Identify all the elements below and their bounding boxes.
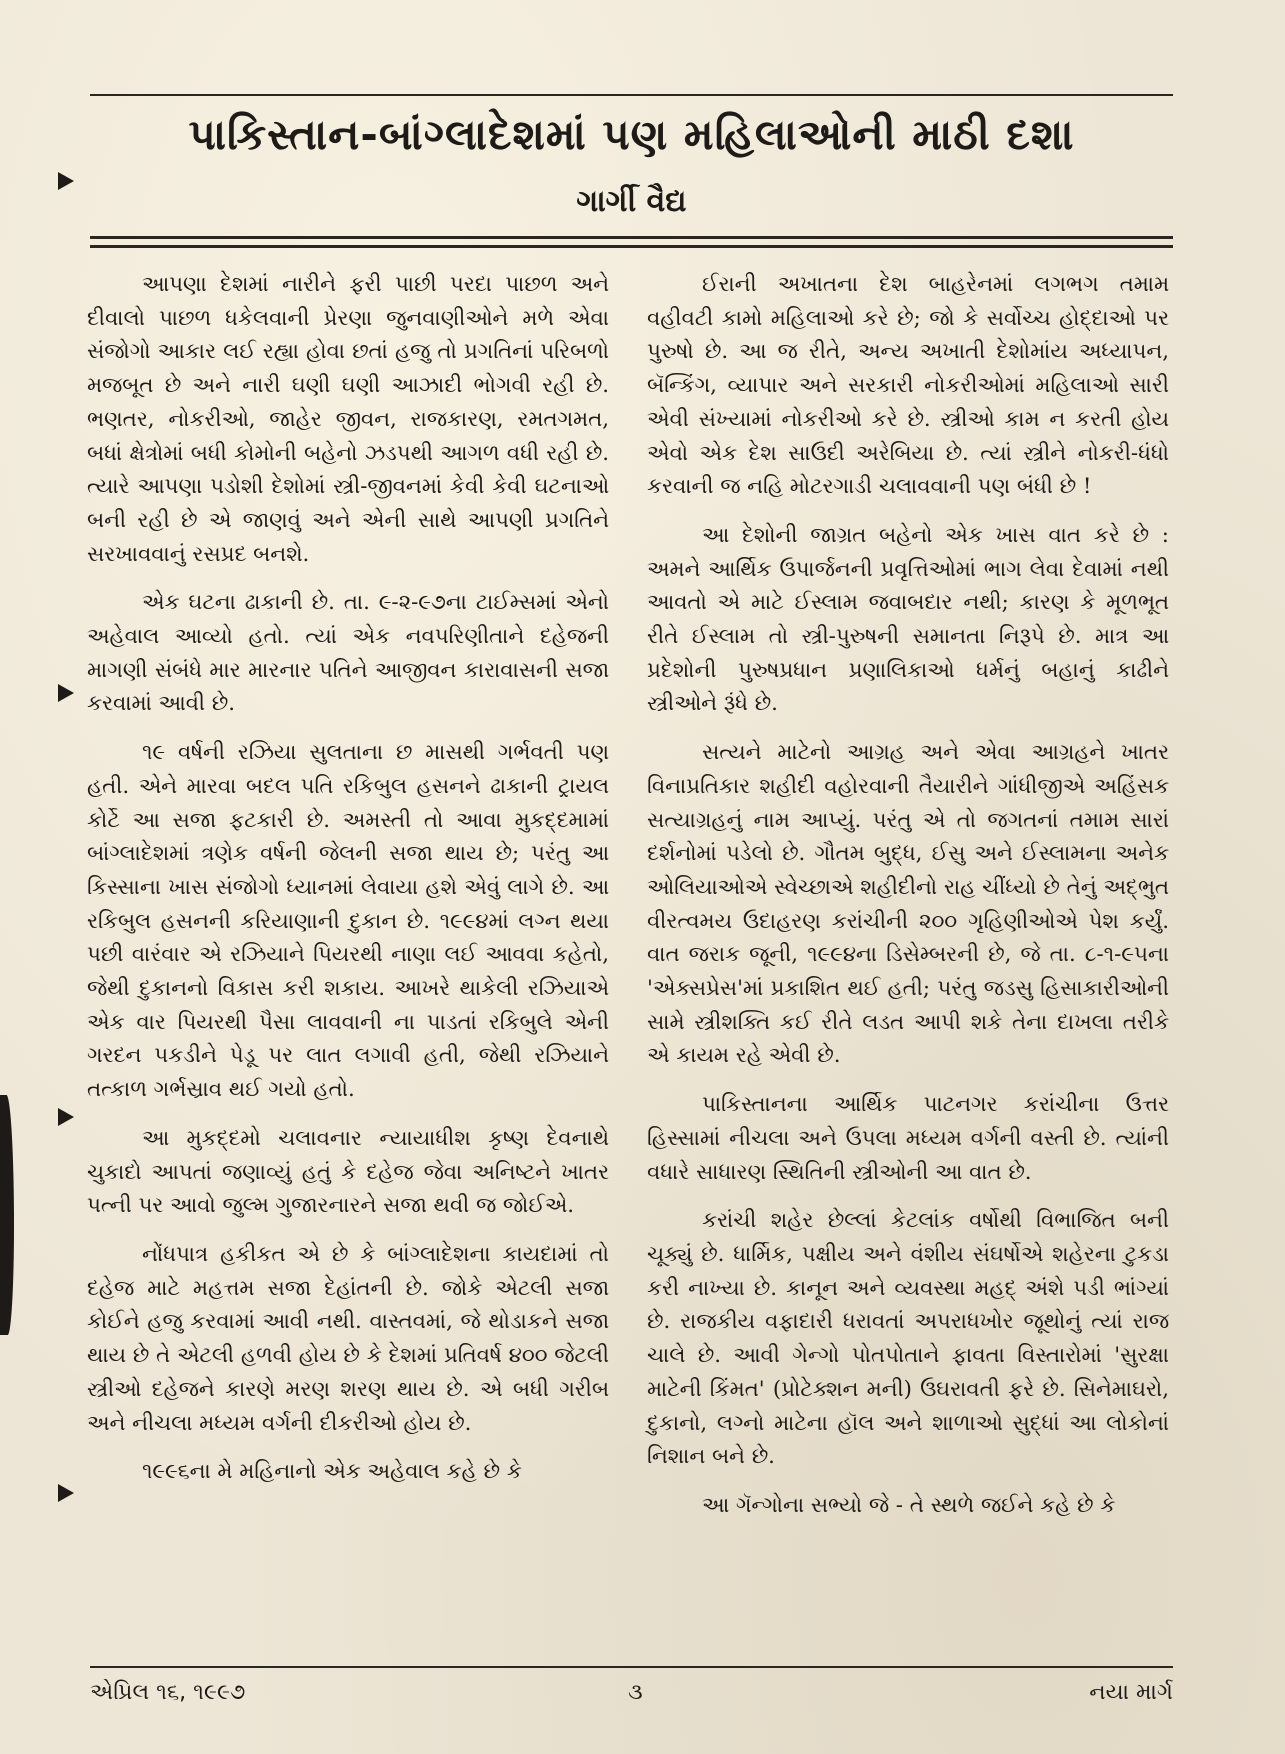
header-double-rule-bottom	[90, 245, 1173, 248]
left-column	[87, 268, 609, 1504]
paragraph: એક ઘટના ઢાકાની છે. તા. ૯-૨-૯૭ના ટાઈમ્સમાં એનો અહેવાલ આવ્યો હતો. ત્યાં એક નવપરિણીતાને દહેજની માગણી સંબંધે માર મારનાર પતિને આજીવન કારાવાસની સજા કરવામાં આવી છે.	[87, 590, 609, 717]
page-number: ૩	[628, 1680, 643, 1705]
header-double-rule-top	[90, 236, 1173, 239]
paragraph: નોંધપાત્ર હકીકત એ છે કે બાંગ્લાદેશના કાયદામાં તો દહેજ માટે મહત્તમ સજા દેહાંતની છે. જોકે એટલી સજા કોઈને હજુ કરવામાં આવી નથી. વાસ્તવમાં, જે થોડાકને સજા થાય છે તે એટલી હળવી હોય છે કે દેશમાં પ્રતિવર્ષ ૪૦૦ જેટલી સ્ત્રીઓ દહેજને કારણે મરણ શરણ થાય છે. એ બધી ગરીબ અને નીચલા મધ્યમ વર્ગની દીકરીઓ હોય છે.	[87, 1241, 609, 1436]
binding-hole-mark	[58, 1484, 74, 1502]
paragraph: આ મુકદ્દમો ચલાવનાર ન્યાયાધીશ કૃષ્ણ દેવનાથે ચુકાદો આપતાં જણાવ્યું હતું કે દહેજ જેવા અનિષ્ટને ખાતર પત્ની પર આવો જુલ્મ ગુજારનારને સજા થવી જ જોઈએ.	[87, 1125, 609, 1219]
magazine-name: નયા માર્ગ	[1089, 1680, 1173, 1705]
paragraph: ૧૯ વર્ષની રઝિયા સુલતાના છ માસથી ગર્ભવતી પણ હતી. એને મારવા બદલ પતિ રકિબુલ હસનને ઢાકાની ટ્રાયલ કોર્ટે આ સજા ફટકારી છે. અમસ્તી તો આવા મુકદ્દમામાં બાંગ્લાદેશમાં ત્રણેક વર્ષની જેલની સજા થાય છે; પરંતુ આ કિસ્સાના ખાસ સંજોગો ધ્યાનમાં લેવાયા હશે એવું લાગે છે. આ રકિબુલ હસનની કરિયાણાની દુકાન છે. ૧૯૯૪માં લગ્ન થયા પછી વારંવાર એ રઝિયાને પિયરથી નાણા લઈ આવવા કહેતો, જેથી દુકાનનો વિકાસ કરી શકાય. આખરે થાકેલી રઝિયાએ એક વાર પિયરથી પૈસા લાવવાની ના પાડતાં રકિબુલે એની ગરદન પકડીને પેડૂ પર લાત લગાવી હતી, જેથી રઝિયાને તત્કાળ ગર્ભસ્રાવ થઈ ગયો હતો.	[87, 740, 609, 1103]
paragraph: સત્યને માટેનો આગ્રહ અને એવા આગ્રહને ખાતર વિનાપ્રતિકાર શહીદી વહોરવાની તૈયારીને ગાંધીજીએ અહિંસક સત્યાગ્રહનું નામ આપ્યું. પરંતુ એ તો જગતનાં તમામ સારાં દર્શનોમાં પડેલો છે. ગૌતમ બુદ્ધ, ઈસુ અને ઈસ્લામના અનેક ઓલિયાઓએ સ્વેચ્છાએ શહીદીનો રાહ ચીંધ્યો છે તેનું અદ્ભુત વીરત્વમય ઉદાહરણ કરાંચીની ૨૦૦ ગૃહિણીઓએ પેશ કર્યું. વાત જરાક જૂની, ૧૯૯૪ના ડિસેમ્બરની છે, જે તા. ૮-૧-૯૫ના 'એક્સપ્રેસ'માં પ્રકાશિત થઈ હતી; પરંતુ જડસુ હિસાકારીઓની સામે સ્ત્રીશક્તિ કઈ રીતે લડત આપી શકે તેના દાખલા તરીકે એ કાયમ રહે એવી છે.	[647, 740, 1169, 1069]
author-name: ગાર્ગી વૈદ્ય	[576, 184, 687, 219]
paragraph: કરાંચી શહેર છેલ્લાં કેટલાંક વર્ષોથી વિભાજિત બની ચૂક્યું છે. ધાર્મિક, પક્ષીય અને વંશીય સંઘર્ષોએ શહેરના ટુકડા કરી નાખ્યા છે. કાનૂન અને વ્યવસ્થા મહદ્ અંશે પડી ભાંગ્યાં છે. રાજકીય વફાદારી ધરાવતાં અપરાધખોર જૂથોનું ત્યાં રાજ ચાલે છે. આવી ગેન્ગો પોતપોતાને ફાવતા વિસ્તારોમાં 'સુરક્ષા માટેની કિંમત' (પ્રોટેક્શન મની) ઉઘરાવતી ફરે છે. સિનેમાઘરો, દુકાનો, લગ્નો માટેના હૉલ અને શાળાઓ સુદ્ધાં આ લોકોનાં નિશાન બને છે.	[647, 1208, 1169, 1470]
torn-edge	[0, 1095, 14, 1335]
binding-hole-mark	[58, 684, 74, 702]
binding-hole-mark	[58, 1108, 74, 1126]
binding-hole-mark	[58, 172, 74, 190]
footer-rule	[90, 1666, 1173, 1668]
article-title: પાકિસ્તાન-બાંગ્લાદેશમાં પણ મહિલાઓની માઠી દશા	[188, 110, 1075, 159]
top-rule	[90, 94, 1173, 96]
paragraph: આ ગૅન્ગોના સભ્યો જે - તે સ્થળે જઈને કહે છે કે	[702, 1492, 1116, 1518]
paragraph: ઈરાની અખાતના દેશ બાહરેનમાં લગભગ તમામ વહીવટી કામો મહિલાઓ કરે છે; જો કે સર્વોચ્ચ હોદ્દાઓ પર પુરુષો છે. આ જ રીતે, અન્ય અખાતી દેશોમાંય અધ્યાપન, બૅન્કિંગ, વ્યાપાર અને સરકારી નોકરીઓમાં મહિલાઓ સારી એવી સંખ્યામાં નોકરીઓ કરે છે. સ્ત્રીઓ કામ ન કરતી હોય એવો એક દેશ સાઉદી અરેબિયા છે. ત્યાં સ્ત્રીને નોકરી-ધંધો કરવાની જ નહિ મોટરગાડી ચલાવવાની પણ બંધી છે !	[647, 272, 1169, 500]
paragraph: આપણા દેશમાં નારીને ફરી પાછી પરદા પાછળ અને દીવાલો પાછળ ધકેલવાની પ્રેરણા જુનવાણીઓને મળે એવા સંજોગો આકાર લઈ રહ્યા હોવા છતાં હજુ તો પ્રગતિનાં પરિબળો મજબૂત છે અને નારી ઘણી ઘણી આઝાદી ભોગવી રહી છે. ભણતર, નોકરીઓ, જાહેર જીવન, રાજકારણ, રમતગમત, બધાં ક્ષેત્રોમાં બધી કોમોની બહેનો ઝડપથી આગળ વધી રહી છે. ત્યારે આપણા પડોશી દેશોમાં સ્ત્રી-જીવનમાં કેવી કેવી ઘટનાઓ બની રહી છે એ જાણવું અને એની સાથે આપણી પ્રગતિને સરખાવવાનું રસપ્રદ બનશે.	[87, 272, 609, 567]
paragraph: આ દેશોની જાગ્રત બહેનો એક ખાસ વાત કરે છે : અમને આર્થિક ઉપાર્જનની પ્રવૃત્તિઓમાં ભાગ લેવા દેવામાં નથી આવતો એ માટે ઈસ્લામ જવાબદાર નથી; કારણ કે મૂળભૂત રીતે ઈસ્લામ તો સ્ત્રી-પુરુષની સમાનતા નિરૂપે છે. માત્ર આ પ્રદેશોની પુરુષપ્રધાન પ્રણાલિકાઓ ધર્મનું બહાનું કાઢીને સ્ત્રીઓને રૂંધે છે.	[647, 522, 1169, 717]
paragraph: ૧૯૯૬ના મે મહિનાનો એક અહેવાલ કહે છે કે	[142, 1459, 522, 1485]
issue-date: એપ્રિલ ૧૬, ૧૯૯૭	[90, 1680, 246, 1705]
paragraph: પાકિસ્તાનના આર્થિક પાટનગર કરાંચીના ઉત્તર હિસ્સામાં નીચલા અને ઉપલા મધ્યમ વર્ગની વસ્તી છે. ત્યાંની વધારે સાધારણ સ્થિતિની સ્ત્રીઓની આ વાત છે.	[647, 1092, 1169, 1185]
right-column	[647, 268, 1169, 1538]
